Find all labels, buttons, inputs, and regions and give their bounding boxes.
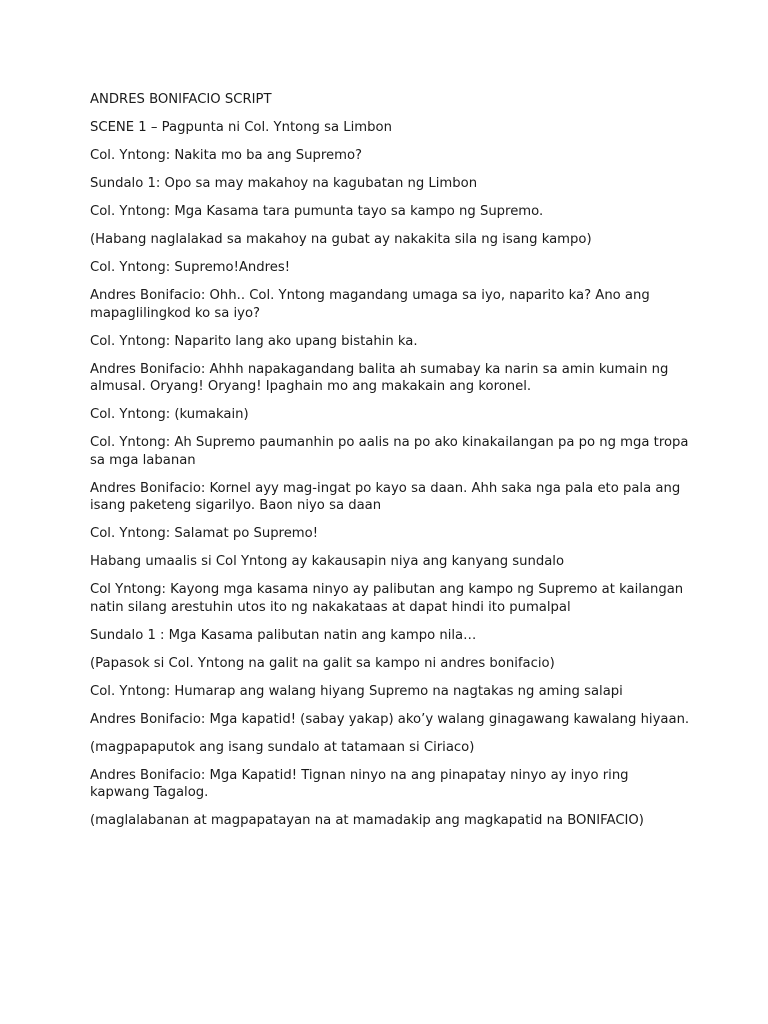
script-line: Col. Yntong: Supremo!Andres!	[90, 260, 291, 275]
document-title: ANDRES BONIFACIO SCRIPT	[90, 92, 272, 107]
narration-line: Habang umaalis si Col Yntong ay kakausapin niya ang kanyang sundalo	[90, 554, 565, 569]
script-line: Sundalo 1: Opo sa may makahoy na kagubatan ng Limbon	[90, 176, 478, 191]
stage-direction: (Habang naglalakad sa makahoy na gubat ay nakakita sila ng isang kampo)	[90, 232, 592, 247]
stage-direction: (magpapaputok ang isang sundalo at tatamaan si Ciriaco)	[90, 739, 475, 755]
script-line: Col. Yntong: Naparito lang ako upang bistahin ka.	[90, 333, 418, 349]
script-line: Col. Yntong: Mga Kasama tara pumunta tayo sa kampo ng Supremo.	[90, 204, 544, 219]
script-line: Andres Bonifacio: Kornel ayy mag-ingat po kayo sa daan. Ahh saka nga pala eto pala ang isang paketeng sigarilyo. Baon niyo sa daan	[90, 480, 681, 513]
script-line: Col. Yntong: Ah Supremo paumanhin po aalis na po ako kinakailangan pa po ng mga tropa sa mga labanan	[90, 435, 689, 468]
scene-heading: SCENE 1 – Pagpunta ni Col. Yntong sa Limbon	[90, 120, 392, 135]
script-line: Andres Bonifacio: Ahhh napakagandang balita ah sumabay ka narin sa amin kumain ng almusal. Oryang! Oryang! Ipaghain mo ang makakain ang koronel.	[90, 361, 669, 394]
document-body	[90, 91, 690, 840]
script-line: Col. Yntong: Nakita mo ba ang Supremo?	[90, 148, 363, 163]
script-line: Col Yntong: Kayong mga kasama ninyo ay palibutan ang kampo ng Supremo at kailangan natin silang arestuhin utos ito ng nakakataas at dapat hindi ito pumalpal	[90, 582, 684, 615]
script-line: Sundalo 1 : Mga Kasama palibutan natin ang kampo nila…	[90, 627, 477, 643]
script-line: Col. Yntong: Humarap ang walang hiyang Supremo na nagtakas ng aming salapi	[90, 683, 623, 699]
stage-direction: (maglalabanan at magpapatayan na at mamadakip ang magkapatid na BONIFACIO)	[90, 813, 644, 828]
stage-direction: (Papasok si Col. Yntong na galit na galit sa kampo ni andres bonifacio)	[90, 655, 555, 671]
script-line: Andres Bonifacio: Mga Kapatid! Tignan ninyo na ang pinapatay ninyo ay inyo ring kapwang Tagalog.	[90, 767, 629, 800]
script-line: Andres Bonifacio: Ohh.. Col. Yntong magandang umaga sa iyo, naparito ka? Ano ang mapaglilingkod ko sa iyo?	[90, 288, 650, 321]
script-line: Col. Yntong: Salamat po Supremo!	[90, 526, 319, 541]
script-line: Col. Yntong: (kumakain)	[90, 407, 249, 422]
script-line: Andres Bonifacio: Mga kapatid! (sabay yakap) ako’y walang ginagawang kawalang hiyaan.	[90, 711, 690, 727]
